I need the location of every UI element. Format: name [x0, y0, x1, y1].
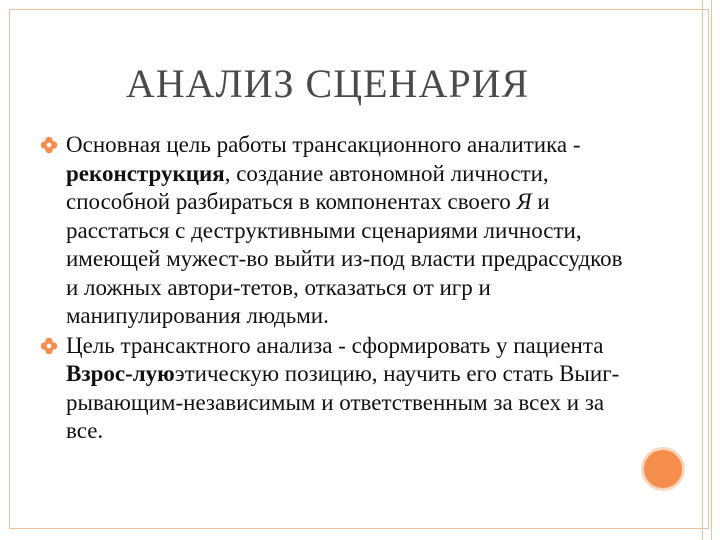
bullet-item	[40, 131, 640, 331]
bullet-text: и расстаться с деструктивными сценариями личности, имеющей мужест-во выйти из-под власти предрассудков и ложных автори-тетов, отказаться от игр и манипулирования людьми.	[66, 189, 623, 328]
bullet-item	[40, 332, 640, 446]
bullet-text: этическую позицию, научить его стать Выиг-рывающим-независимым и ответственным за всех и за все.	[66, 361, 620, 443]
bullet-list	[40, 131, 640, 446]
flower-bullet-icon	[40, 136, 58, 154]
flower-bullet-icon	[40, 337, 58, 355]
bullet-text: Цель трансактного анализа - сформировать у пациента	[66, 332, 604, 358]
bullet-italic-term: Я	[516, 189, 532, 214]
decorative-circle	[641, 447, 685, 491]
slide-title: АНАЛИЗ СЦЕНАРИЯ	[125, 61, 530, 106]
bullet-text: Основная цель работы трансакционного аналитика -	[66, 132, 581, 157]
bullet-bold-term: Взрос-лую	[66, 361, 175, 386]
bullet-bold-term: реконструкция	[66, 160, 225, 186]
bullet-text: , создание автономной личности, способной разбираться в компонентах своего	[66, 160, 549, 214]
slide-side-bar	[702, 0, 712, 540]
